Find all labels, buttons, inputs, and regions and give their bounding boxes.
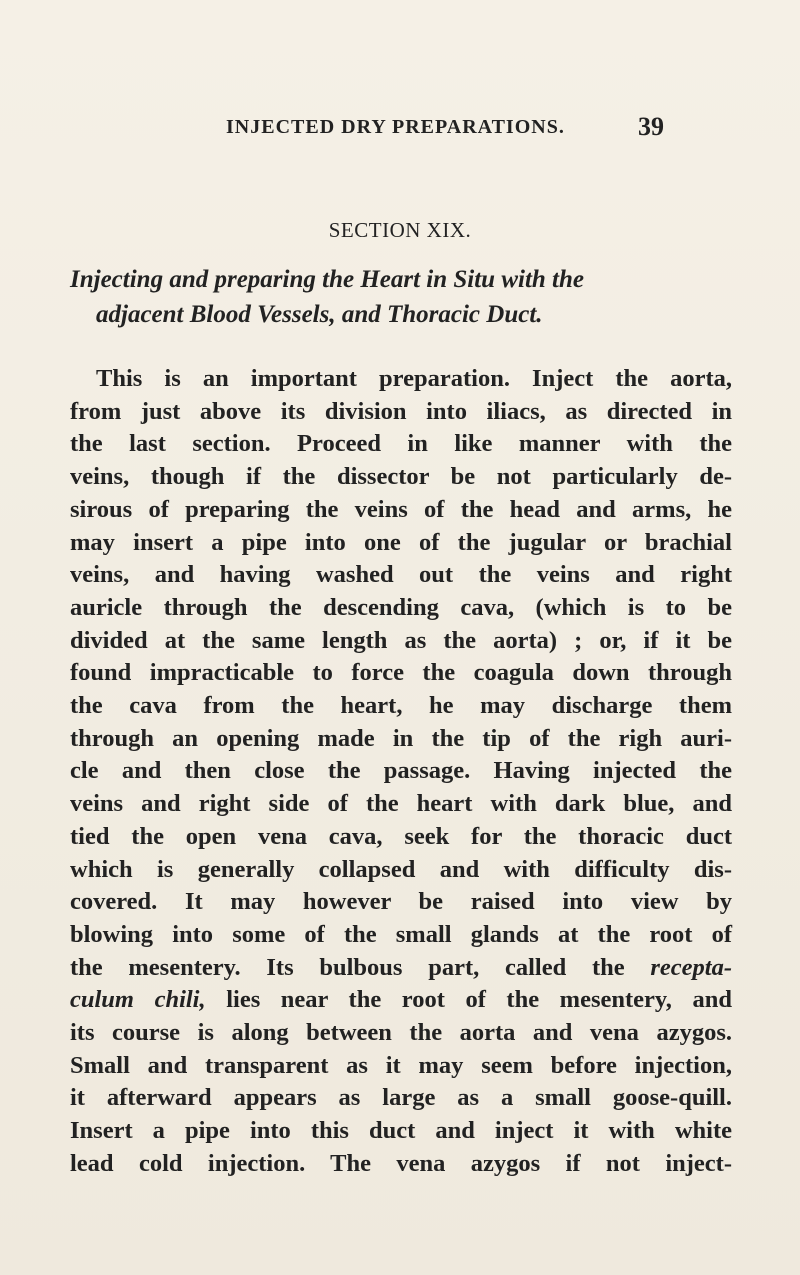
text-line: its course is along between the aorta and vena azygos.: [70, 1019, 732, 1047]
text-line: auricle through the descending cava, (which is to be: [70, 593, 732, 621]
running-header: [160, 112, 680, 152]
page-number: 39: [638, 112, 664, 141]
text-line: veins, and having washed out the veins and right: [70, 561, 732, 589]
text-line: may insert a pipe into one of the jugular or brachial: [70, 528, 732, 556]
subtitle-line: Injecting and preparing the Heart in Situ with the: [70, 266, 585, 293]
text-line: blowing into some of the small glands at the root of: [70, 920, 732, 948]
text-run: lies near the root of the mesentery, and: [205, 986, 732, 1014]
section-subtitle: [70, 262, 730, 332]
text-line: sirous of preparing the veins of the head and arms, he: [70, 495, 732, 523]
text-line: it afterward appears as large as a small goose-quill.: [70, 1084, 732, 1112]
text-line: lead cold injection. The vena azygos if not inject-: [70, 1149, 732, 1177]
text-line: through an opening made in the tip of the righ auri-: [70, 724, 732, 752]
text-line: veins, though if the dissector be not particularly de-: [70, 463, 732, 491]
text-line: from just above its division into iliacs, as directed in: [70, 397, 732, 425]
subtitle-line: adjacent Blood Vessels, and Thoracic Duct.: [96, 301, 543, 328]
text-line: which is generally collapsed and with difficulty dis-: [70, 855, 732, 883]
italic-term: culum chili,: [70, 986, 206, 1014]
text-line: [70, 984, 732, 1017]
text-run: the mesentery. Its bulbous part, called the: [70, 953, 651, 981]
text-line: cle and then close the passage. Having injected the: [70, 757, 732, 785]
section-heading: SECTION XIX.: [328, 218, 472, 242]
text-line: Small and transparent as it may seem before injection,: [70, 1051, 732, 1079]
text-line: Insert a pipe into this duct and inject it with white: [70, 1117, 732, 1145]
text-line: divided at the same length as the aorta) ; or, if it be: [70, 626, 732, 654]
italic-term: recepta-: [650, 953, 732, 981]
body-paragraph: [70, 363, 732, 1181]
text-line: the cava from the heart, he may discharge them: [70, 692, 732, 720]
text-line: veins and right side of the heart with dark blue, and: [70, 790, 732, 818]
text-line: the last section. Proceed in like manner with the: [70, 430, 732, 458]
text-line: found impracticable to force the coagula down through: [70, 659, 732, 687]
running-title: INJECTED DRY PREPARATIONS.: [226, 116, 565, 138]
text-line: [70, 952, 732, 985]
text-line: tied the open vena cava, seek for the thoracic duct: [70, 822, 732, 850]
text-line: This is an important preparation. Inject the aorta,: [96, 365, 732, 392]
text-line: covered. It may however be raised into view by: [70, 888, 732, 916]
